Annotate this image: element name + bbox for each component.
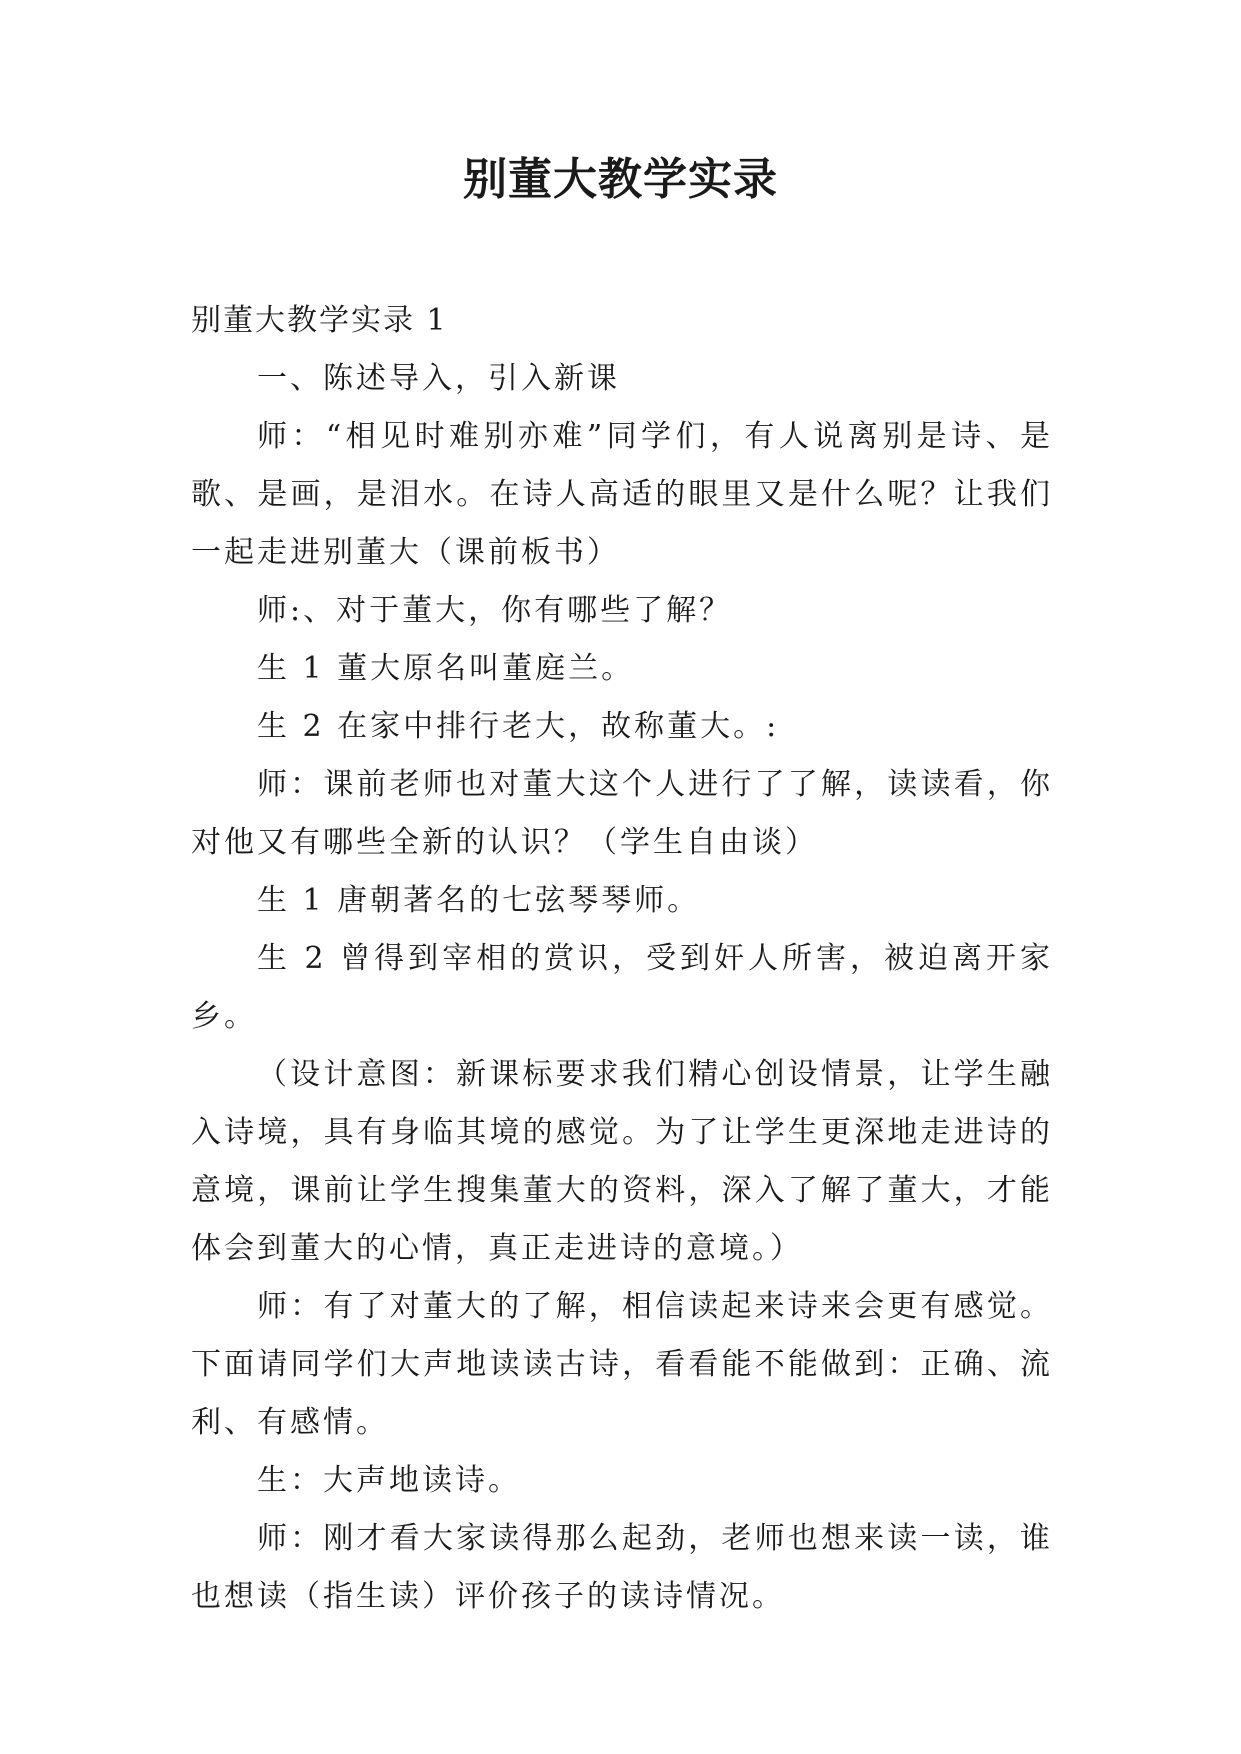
paragraph: 生 1 唐朝著名的七弦琴琴师。 [257,883,701,918]
paragraph: 师：刚才看大家读得那么起劲，老师也想来读一读，谁也想读（指生读）评价孩子的读诗情况。 [191,1521,1053,1614]
paragraph: 生 2 曾得到宰相的赏识，受到奸人所害，被迫离开家乡。 [191,941,1053,1034]
paragraph: 师：课前老师也对董大这个人进行了了解，读读看，你对他又有哪些全新的认识？（学生自由谈） [191,767,1053,860]
paragraph: 师：有了对董大的了解，相信读起来诗来会更有感觉。下面请同学们大声地读读古诗，看看能不能做到：正确、流利、有感情。 [191,1289,1053,1440]
document-title: 别董大教学实录 [463,154,778,205]
paragraph: 生 2 在家中排行老大，故称董大。: [257,709,780,744]
paragraph: 生：大声地读诗。 [257,1463,521,1498]
paragraph-design-note: （设计意图：新课标要求我们精心创设情景，让学生融入诗境，具有身临其境的感觉。为了让学生更深地走进诗的意境，课前让学生搜集董大的资料，深入了解了董大，才能体会到董大的心情，真正走进诗的意境。） [191,1057,1053,1266]
paragraph: 生 1 董大原名叫董庭兰。 [257,651,635,686]
section-heading: 别董大教学实录 1 [191,303,448,338]
paragraph-intro-heading: 一、陈述导入，引入新课 [257,361,620,396]
paragraph: 师：“相见时难别亦难”同学们，有人说离别是诗、是歌、是画，是泪水。在诗人高适的眼里又是什么呢？让我们一起走进别董大（课前板书） [191,419,1053,570]
document-body [191,292,1053,1626]
paragraph: 师:、对于董大，你有哪些了解？ [257,593,733,628]
